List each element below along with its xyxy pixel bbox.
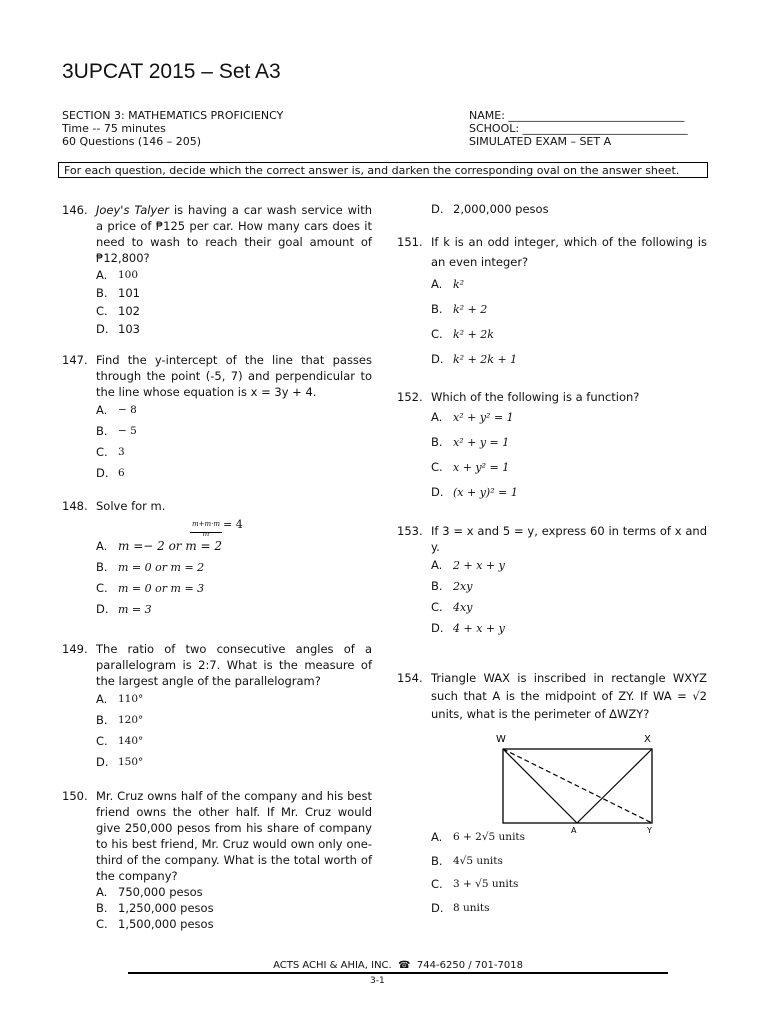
exam-label: SIMULATED EXAM – SET A bbox=[469, 135, 612, 148]
rectangle-diagram bbox=[490, 730, 670, 840]
name-field: NAME: ________________________________ bbox=[469, 109, 685, 122]
option-d[interactable]: D. (x + y)² = 1 bbox=[431, 485, 518, 499]
time-limit: Time -- 75 minutes bbox=[62, 122, 166, 135]
option-150-d[interactable]: D. 2,000,000 pesos bbox=[431, 202, 549, 216]
option-a[interactable]: A. 110° bbox=[96, 692, 144, 706]
option-a[interactable]: A. 2 + x + y bbox=[431, 558, 505, 572]
option-a[interactable]: A. 750,000 pesos bbox=[96, 885, 203, 899]
option-c[interactable]: C. 1,500,000 pesos bbox=[96, 917, 214, 931]
question-150 bbox=[62, 788, 372, 932]
option-d[interactable]: D. 8 units bbox=[431, 900, 490, 915]
option-a[interactable]: A. m =− 2 or m = 2 bbox=[96, 539, 223, 553]
fraction-numerator: m+m·m bbox=[190, 516, 222, 533]
option-c[interactable]: C. x + y² = 1 bbox=[431, 460, 510, 474]
question-154-options bbox=[397, 826, 707, 920]
question-text: Triangle WAX is inscribed in rectangle WXYZ such that A is the midpoint of ZY. If WA = √2 units, what is the perimeter of ΔWZY? bbox=[431, 671, 707, 721]
option-a[interactable]: A. k² bbox=[431, 277, 465, 291]
question-number: 151. bbox=[397, 235, 423, 249]
option-a[interactable]: A. 100 bbox=[96, 268, 139, 282]
question-number: 153. bbox=[397, 524, 423, 538]
option-c[interactable]: C. m = 0 or m = 3 bbox=[96, 581, 205, 595]
segment-xa bbox=[577, 749, 652, 823]
question-151 bbox=[397, 232, 707, 372]
option-c[interactable]: C. 3 + √5 units bbox=[431, 877, 519, 891]
question-154 bbox=[397, 669, 707, 723]
option-c[interactable]: C. k² + 2k bbox=[431, 327, 494, 341]
question-text: Which of the following is a function? bbox=[431, 390, 640, 404]
option-d[interactable]: D. 4 + x + y bbox=[431, 621, 505, 635]
option-d[interactable]: D. 150° bbox=[96, 755, 144, 769]
footer bbox=[128, 960, 668, 971]
phone-number: 744-6250 / 701-7018 bbox=[416, 960, 523, 971]
option-c[interactable]: C. 3 bbox=[96, 445, 125, 459]
segment-wa bbox=[503, 749, 577, 823]
option-b[interactable]: B. x² + y = 1 bbox=[431, 435, 510, 449]
option-b[interactable]: B. 2xy bbox=[431, 579, 473, 593]
question-number: 152. bbox=[397, 390, 423, 404]
label-w: W bbox=[496, 734, 506, 745]
option-b[interactable]: B. k² + 2 bbox=[431, 302, 488, 316]
section-info bbox=[62, 109, 283, 148]
option-c[interactable]: C. 102 bbox=[96, 304, 140, 318]
business-name: Joey's Talyer bbox=[96, 203, 170, 217]
option-d[interactable]: D. m = 3 bbox=[96, 602, 152, 616]
phone-icon: ☎ bbox=[394, 960, 414, 971]
label-y: Y bbox=[647, 826, 652, 835]
question-number: 150. bbox=[62, 789, 88, 803]
question-153 bbox=[397, 523, 707, 639]
question-text: Solve for m. bbox=[96, 499, 166, 513]
question-147 bbox=[62, 352, 372, 484]
page-title: 3UPCAT 2015 – Set A3 bbox=[62, 60, 281, 83]
question-149 bbox=[62, 641, 372, 773]
question-text: If 3 = x and 5 = y, express 60 in terms of x and y. bbox=[431, 524, 707, 554]
student-info bbox=[469, 109, 688, 148]
question-text: is having a car wash service with a price of ₱125 per car. How many cars does it need to wash to reach their goal amount of ₱12,800? bbox=[96, 203, 372, 265]
school-field: SCHOOL: ______________________________ bbox=[469, 122, 688, 135]
option-a[interactable]: A. x² + y² = 1 bbox=[431, 410, 514, 424]
segment-wy bbox=[503, 749, 652, 823]
fraction-denominator: m bbox=[202, 530, 210, 538]
page-number: 3-1 bbox=[370, 976, 385, 986]
question-148 bbox=[62, 498, 372, 620]
option-d[interactable]: D. 103 bbox=[96, 322, 140, 336]
question-text: The ratio of two consecutive angles of a parallelogram is 2:7. What is the measure of the largest angle of the parallelogram? bbox=[96, 642, 372, 688]
question-number: 146. bbox=[62, 203, 88, 217]
footer-rule bbox=[128, 972, 668, 974]
equation bbox=[62, 514, 372, 536]
question-count: 60 Questions (146 – 205) bbox=[62, 135, 201, 148]
option-b[interactable]: B. m = 0 or m = 2 bbox=[96, 560, 205, 574]
option-b[interactable]: B. 1,250,000 pesos bbox=[96, 901, 214, 915]
label-x: X bbox=[644, 734, 651, 745]
question-number: 154. bbox=[397, 671, 423, 685]
question-text: If k is an odd integer, which of the following is an even integer? bbox=[431, 235, 707, 269]
section-name: SECTION 3: MATHEMATICS PROFICIENCY bbox=[62, 109, 284, 122]
question-number: 149. bbox=[62, 642, 88, 656]
option-b[interactable]: B. 120° bbox=[96, 713, 144, 727]
option-b[interactable]: B. 101 bbox=[96, 286, 140, 300]
question-number: 147. bbox=[62, 353, 88, 367]
instructions-box: For each question, decide which the correct answer is, and darken the corresponding oval on the answer sheet. bbox=[58, 162, 708, 178]
question-146 bbox=[62, 202, 372, 338]
label-a: A bbox=[571, 826, 577, 835]
question-text: Mr. Cruz owns half of the company and his best friend owns the other half. If Mr. Cruz would give 250,000 pesos from his share of company to his best friend, Mr. Cruz would own only one-third of the company. What is the total worth of the company? bbox=[96, 789, 372, 883]
question-number: 148. bbox=[62, 499, 88, 513]
company-name: ACTS ACHI & AHIA, INC. bbox=[273, 960, 392, 971]
equation-rhs: = 4 bbox=[223, 518, 243, 531]
option-b[interactable]: B. − 5 bbox=[96, 424, 137, 438]
option-a[interactable]: A. − 8 bbox=[96, 403, 137, 417]
question-152 bbox=[397, 389, 707, 505]
option-c[interactable]: C. 140° bbox=[96, 734, 144, 748]
option-b[interactable]: B. 4√5 units bbox=[431, 853, 503, 868]
option-a[interactable]: A. 6 + 2√5 units bbox=[431, 830, 526, 844]
option-d[interactable]: D. 6 bbox=[96, 466, 125, 480]
option-c[interactable]: C. 4xy bbox=[431, 600, 473, 614]
option-d[interactable]: D. k² + 2k + 1 bbox=[431, 352, 518, 366]
question-text: Find the y-intercept of the line that passes through the point (-5, 7) and perpendicular to the line whose equation is x = 3y + 4. bbox=[96, 353, 372, 399]
